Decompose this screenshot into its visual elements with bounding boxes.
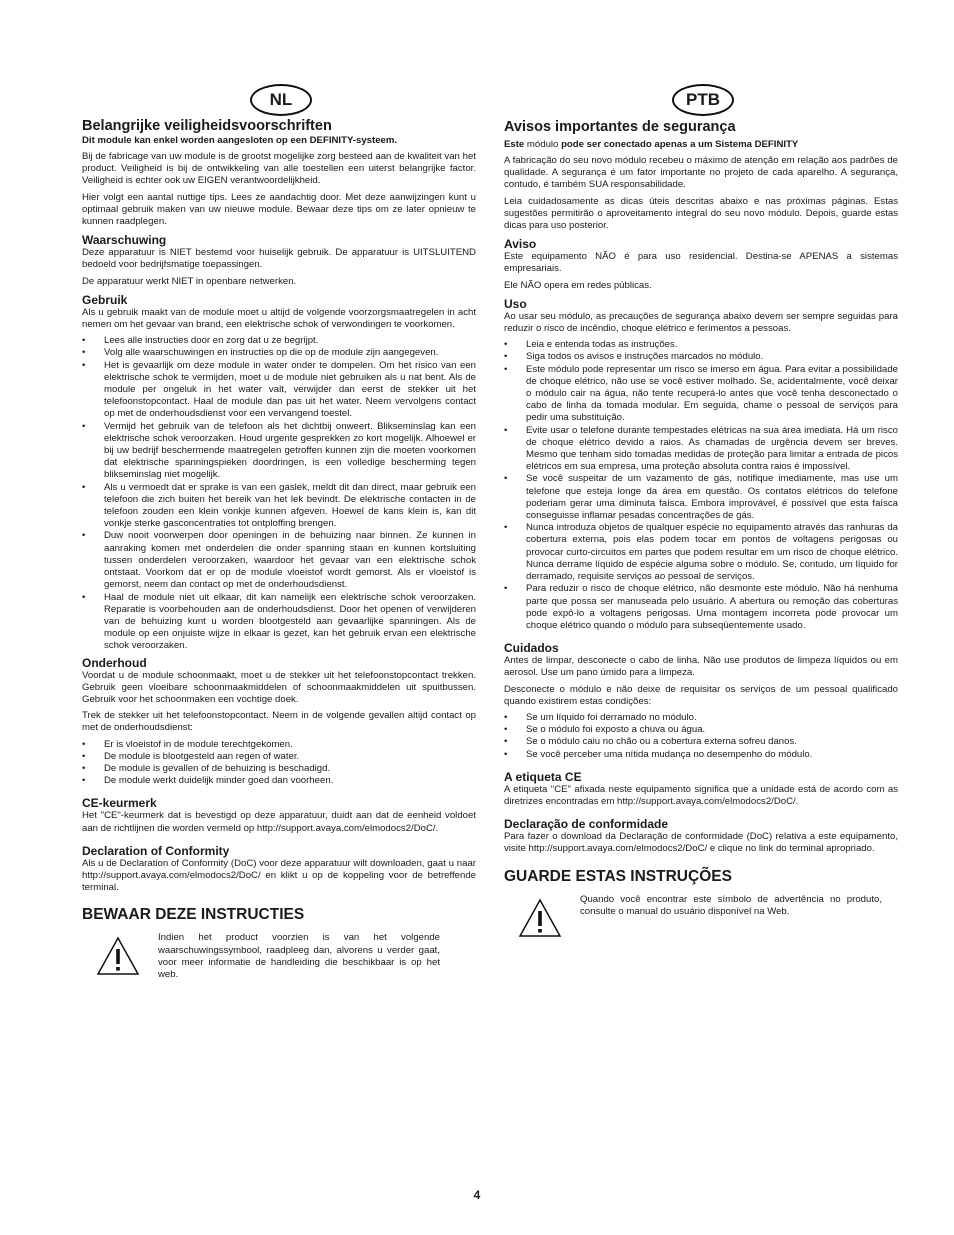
language-badge-ptb: PTB xyxy=(672,84,734,116)
intro-paragraph: Leia cuidadosamente as dicas úteis descritas abaixo e nas próximas páginas. Estas sugestões permitirão o aproveitamento integral do seu novo módulo. Depois, guarde estas dicas para uso posterior. xyxy=(504,195,898,232)
keep-instructions-heading: BEWAAR DEZE INSTRUCTIES xyxy=(82,906,305,924)
list-item: • Er is vloeistof in de module terechtgekomen. xyxy=(82,739,476,751)
warning-symbol-text: Quando você encontrar este símbolo de advertência no produto, consulte o manual do usuário disponível na Web. xyxy=(580,893,882,917)
warning-symbol-note xyxy=(82,932,476,992)
use-heading: Uso xyxy=(504,296,527,311)
page-number: 4 xyxy=(473,1188,481,1202)
list-item: • Se o módulo foi exposto a chuva ou água. xyxy=(504,724,898,736)
list-item: • Siga todos os avisos e instruções marcados no módulo. xyxy=(504,351,898,363)
doc-heading: Declaração de conformidade xyxy=(504,817,669,832)
section-subtitle: Dit module kan enkel worden aangesloten op een DEFINITY-systeem. xyxy=(82,135,398,146)
warning-symbol-text: Indien het product voorzien is van het volgende waarschuwingssymbool, raadpleeg dan, alvorens u verder gaat, voor meer informatie de handleiding die beschikbaar is op het web. xyxy=(158,932,440,980)
list-item: • Se um líquido foi derramado no módulo. xyxy=(504,712,898,724)
warning-triangle-icon xyxy=(518,898,562,938)
use-list xyxy=(82,335,476,652)
list-item: • Haal de module niet uit elkaar, dit kan namelijk een elektrische schok veroorzaken. Reparatie is voorbehouden aan de onderhoudsdienst. Door het openen of verwijderen van de behuizing kunt u worden blootgesteld aan gevaarlijke spanningen. Als de module op een onjuiste wijze in elkaar is gezet, kan het gebruik ervan een elektrische schok veroorzaken. xyxy=(82,592,476,653)
section-title: Belangrijke veiligheidsvoorschriften xyxy=(82,118,332,134)
warning-triangle-icon xyxy=(96,936,140,976)
warning-paragraph: Ele NÃO opera em redes públicas. xyxy=(504,279,652,291)
list-item: • Als u vermoedt dat er sprake is van een gaslek, meldt dit dan direct, maar gebruik een telefoon die zich buiten het bereik van het lek bevindt. De elektrische contacten in de telefoon zouden een klein vonkje kunnen afgeven. Hoewel de kans klein is, kan dit vonkje sterke gasconcentraties tot ontploffing brengen. xyxy=(82,482,476,531)
column-nl xyxy=(82,118,476,992)
warning-paragraph: Este equipamento NÃO é para uso residencial. Destina-se APENAS a sistemas empresariais. xyxy=(504,251,898,275)
doc-paragraph: Para fazer o download da Declaração de conformidade (DoC) relativa a este equipamento, visite http://support.avaya.com/elmodocs2/DoC/ e clique no link do terminal apropriado. xyxy=(504,831,898,855)
ce-heading: CE-keurmerk xyxy=(82,796,157,811)
use-list xyxy=(504,339,898,632)
subtitle-part: módulo xyxy=(524,139,562,150)
ce-heading: A etiqueta CE xyxy=(504,769,582,784)
maintenance-paragraph: Voordat u de module schoonmaakt, moet u de stekker uit het telefoonstopcontact trekken. Gebruik geen vloeibare schoonmaakmiddelen of schoonmaakmiddelen uit spuitbussen. Gebruik voor het schoonmaken een vochtige doek. xyxy=(82,669,476,705)
maintenance-heading: Onderhoud xyxy=(82,655,147,670)
doc-heading: Declaration of Conformity xyxy=(82,843,230,858)
warning-heading: Waarschuwing xyxy=(82,233,167,248)
list-item: • De module is blootgesteld aan regen of water. xyxy=(82,751,476,763)
section-title: Avisos importantes de segurança xyxy=(504,119,736,135)
warning-symbol-note xyxy=(504,894,898,954)
list-item: • Het is gevaarlijk om deze module in water onder te dompelen. Om het risico van een elektrische schok te vermijden, moet u de module niet gebruiken als u nat bent. Als de module per ongeluk in het water valt, verwijder dan eerst de stekker uit het telefoonstopcontact. Haal de module dan pas uit het water. Neem vervolgens contact op met de onderhoudsdienst voor een vervangend toestel. xyxy=(82,360,476,421)
intro-paragraph: Bij de fabricage van uw module is de grootst mogelijke zorg besteed aan de kwaliteit van het product. Veiligheid is bij de ontwikkeling van alle toestellen een uiterst belangrijke factor. Veiligheid is echter ook uw EIGEN verantwoordelijkheid. xyxy=(82,151,476,187)
care-list xyxy=(504,712,898,761)
subtitle-part: pode ser conectado apenas a um Sistema DEFINITY xyxy=(561,139,799,150)
list-item: • De module is gevallen of de behuizing is beschadigd. xyxy=(82,763,476,775)
maintenance-paragraph: Trek de stekker uit het telefoonstopcontact. Neem in de volgende gevallen altijd contact op met de onderhoudsdienst: xyxy=(82,710,476,734)
use-heading: Gebruik xyxy=(82,292,128,307)
list-item: • Duw nooit voorwerpen door openingen in de behuizing naar binnen. Ze kunnen in aanraking komen met onderdelen die onder spanning staan en kunnen kortsluiting tussen onderdelen veroorzaken, waardoor het gevaar van een elektrische schok ontstaat. Voorkom dat er op de module vloeistof wordt gemorst. Als er vloeistof is gemorst, neem dan contact op met de onderhoudsdienst. xyxy=(82,530,476,591)
list-item: • Vermijd het gebruik van de telefoon als het dichtbij onweert. Blikseminslag kan een elektrische schok veroorzaken. Houd urgente gesprekken zo kort mogelijk. Alhoewel er bij uw bedrijf beschermende maatregelen getroffen kunnen zijn die moeten voorkomen dat elektrische spanningspieken doordringen, is een volledige bescherming tegen blikseminslag niet mogelijk. xyxy=(82,421,476,482)
use-intro: Als u gebruik maakt van de module moet u altijd de volgende voorzorgsmaatregelen in acht nemen om het gevaar van brand, een elektrische schok of verwondingen te voorkomen. xyxy=(82,306,476,331)
keep-instructions-heading: GUARDE ESTAS INSTRUÇÕES xyxy=(504,867,732,885)
warning-paragraph: Deze apparatuur is NIET bestemd voor huiselijk gebruik. De apparatuur is UITSLUITEND bedoeld voor bedrijfsmatige toepassingen. xyxy=(82,247,476,271)
list-item: • De module werkt duidelijk minder goed dan voorheen. xyxy=(82,775,476,787)
list-item: • Este módulo pode representar um risco se imerso em água. Para evitar a possibilidade de choque elétrico, não use se você estiver molhado. Se, acidentalmente, você deixar o módulo cair na água, não tente recuperá-lo antes que você tenha desconectado o cabo de linha da tomada modular. Em seguida, chame o pessoal de serviços para pedir uma substituição. xyxy=(504,364,898,425)
list-item: • Volg alle waarschuwingen en instructies op die op de module zijn aangegeven. xyxy=(82,347,476,359)
subtitle-part: Este xyxy=(504,139,525,150)
care-paragraph: Desconecte o módulo e não deixe de requisitar os serviços de um pessoal qualificado quando existirem estas condições: xyxy=(504,683,898,707)
section-subtitle xyxy=(504,139,898,151)
warning-paragraph: De apparatuur werkt NIET in openbare netwerken. xyxy=(82,275,297,287)
warning-heading: Aviso xyxy=(504,237,537,252)
care-paragraph: Antes de limpar, desconecte o cabo de linha. Não use produtos de limpeza líquidos ou em aerosol. Use um pano úmido para a limpeza. xyxy=(504,655,898,679)
use-intro: Ao usar seu módulo, as precauções de segurança abaixo devem ser sempre seguidas para reduzir o risco de incêndio, choque elétrico e ferimentos a pessoas. xyxy=(504,310,898,335)
intro-paragraph: Hier volgt een aantal nuttige tips. Lees ze aandachtig door. Met deze aanwijzingen kunt u optimaal gebruik maken van uw nieuwe module. Bewaar deze tips om ze later opnieuw te kunnen raadplegen. xyxy=(82,191,476,228)
ce-paragraph: A etiqueta "CE" afixada neste equipamento significa que a unidade está de acordo com as diretrizes encontradas em http://support.avaya.com/elmodocs2/DoC/. xyxy=(504,783,898,807)
list-item: • Para reduzir o risco de choque elétrico, não desmonte este módulo. Não há nenhuma parte que possa ser manuseada pelo usuário. A abertura ou remoção das coberturas pode expô-lo a voltagens perigosas. Uma montagem incorreta pode provocar um choque elétrico quando o módulo para subseqüentemente usado. xyxy=(504,583,898,632)
list-item: • Nunca introduza objetos de qualquer espécie no equipamento através das ranhuras da cobertura externa, pois elas podem tocar em pontos de voltagens perigosas ou provocar curto-circuitos em partes que podem resultar em um risco de choque elétrico. Nunca derrame líquido de espécie alguma sobre o módulo. Se, contudo, um líquido for derramado, requisite serviços ao pessoal de serviços. xyxy=(504,522,898,583)
care-heading: Cuidados xyxy=(504,641,559,656)
list-item: • Se o módulo caiu no chão ou a cobertura externa sofreu danos. xyxy=(504,736,898,748)
maintenance-list xyxy=(82,739,476,788)
intro-paragraph: A fabricação do seu novo módulo recebeu o máximo de atenção em relação aos padrões de qualidade. A segurança é um fator importante no projeto de cada aparelho. A segurança, contudo, é também SUA responsabilidade. xyxy=(504,155,898,191)
column-ptb xyxy=(504,119,898,954)
list-item: • Leia e entenda todas as instruções. xyxy=(504,339,898,351)
list-item: • Lees alle instructies door en zorg dat u ze begrijpt. xyxy=(82,335,476,347)
language-badge-nl: NL xyxy=(250,84,312,116)
ce-paragraph: Het "CE"-keurmerk dat is bevestigd op deze apparatuur, duidt aan dat de eenheid voldoet aan de richtlijnen die worden vermeld op http://support.avaya.com/elmodocs2/DoC/. xyxy=(82,810,476,834)
list-item: • Evite usar o telefone durante tempestades elétricas na sua área imediata. Há um risco de choque elétrico devido a raios. As chamadas de urgência devem ser breves. Mesmo que tenham sido tomadas medidas de proteção para limitar a entrada de picos elétricos em sua empresa, uma proteção absoluta contra raios é impossível. xyxy=(504,425,898,474)
list-item: • Se você perceber uma nítida mudança no desempenho do módulo. xyxy=(504,749,898,761)
doc-paragraph: Als u de Declaration of Conformity (DoC) voor deze apparatuur wilt downloaden, gaat u naar http://support.avaya.com/elmodocs2/DoC/ en klikt u op de koppeling voor de betreffende terminal. xyxy=(82,857,476,894)
list-item: • Se você suspeitar de um vazamento de gás, notifique imediamente, mas use um telefone que esteja longe da área em questão. Os contatos elétricos do telefone poderiam gerar uma diminuta faísca. Embora improvável, é possível que esta faísca conseguisse inflamar pesadas concentrações de gás. xyxy=(504,473,898,522)
